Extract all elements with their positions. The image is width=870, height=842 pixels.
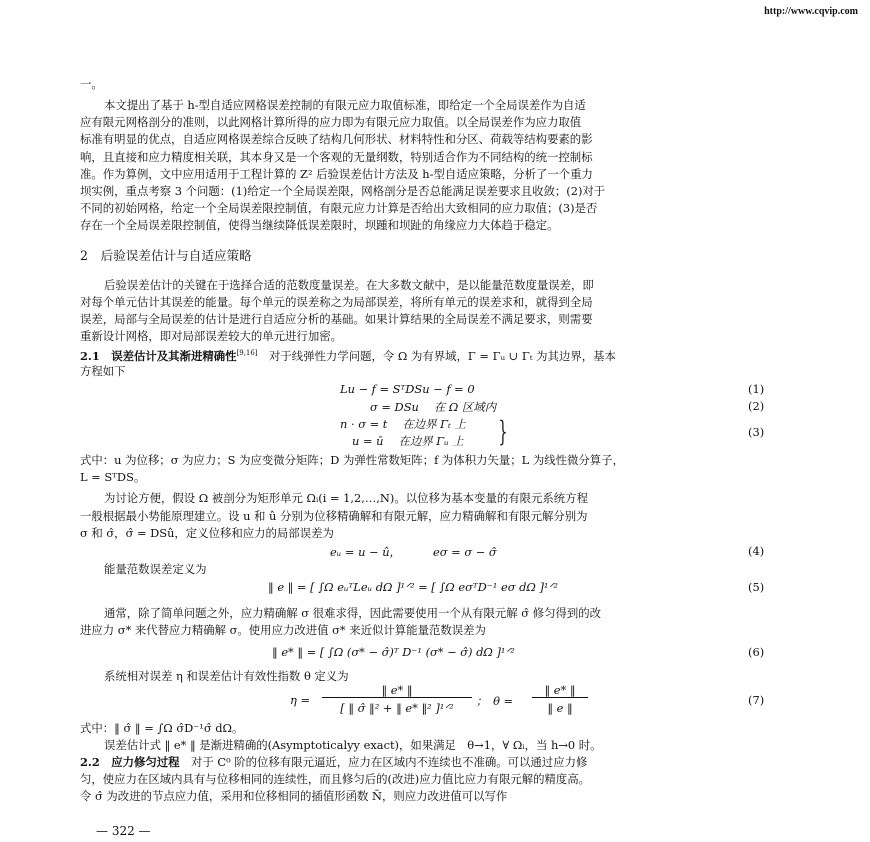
equation-number: (4) <box>748 544 765 558</box>
subsection-2-2-line <box>80 754 792 770</box>
text-line: 准。作为算例，文中应用适用于工程计算的 Z² 后验误差估计方法及 h-型自适应策略，分析了一个重力 <box>80 167 593 181</box>
text-line: 后验误差估计的关键在于选择合适的范数度量误差。在大多数文献中，是以能量范数度量误差，即 <box>104 278 594 292</box>
subsection-title: 2.2 应力修匀过程 <box>80 755 180 769</box>
text-line: 应有限元网格剖分的准则，以此网格计算所得的应力即为有限元应力取值。以全局误差作为应力取值 <box>80 115 582 129</box>
fraction-denominator: ‖ e ‖ <box>547 701 573 715</box>
equation-7-eta: η = <box>290 693 310 707</box>
text-line: 式中：‖ σ̂ ‖ = ∫Ω σ̂D⁻¹σ̂ dΩ。 <box>80 721 244 735</box>
section-title: 2 后验误差估计与自适应策略 <box>80 248 252 263</box>
text-line: 能量范数误差定义为 <box>104 562 207 576</box>
text-line: 为讨论方便，假设 Ω 被剖分为矩形单元 Ωᵢ(i = 1,2,…,N)。以位移为基本变量的有限元系统方程 <box>104 491 588 505</box>
equation-3b: u = ū 在边界 Γᵤ 上 <box>352 434 464 448</box>
text-line: 系统相对误差 η 和误差估计有效性指数 θ 定义为 <box>104 669 349 683</box>
text-segment: 对于线弹性力学问题，令 Ω 为有界域，Γ = Γᵤ ∪ Γₜ 为其边界，基本 <box>257 348 616 363</box>
citation-ref: [9,16] <box>236 349 258 357</box>
equation-4: eᵤ = u − û， eσ = σ − σ̂ <box>330 545 497 559</box>
text-line: 本文提出了基于 h-型自适应网格误差控制的有限元应力取值标准，即给定一个全局误差作为自适 <box>104 98 586 112</box>
equation-number: (3) <box>748 425 765 439</box>
text-line: 匀，使应力在区域内具有与位移相同的连续性，而且修匀后的(改进)应力值比应力有限元解的精度高。 <box>80 772 591 786</box>
text-line: L = SᵀDS。 <box>80 470 146 484</box>
text-line: 误差，局部与全局误差的估计是进行自适应分析的基础。如果计算结果的全局误差不满足要求，则需要 <box>80 312 593 326</box>
text-line: 进应力 σ* 来代替应力精确解 σ。使用应力改进值 σ* 来近似计算能量范数误差为 <box>80 623 486 637</box>
fraction-numerator: ‖ e* ‖ <box>322 683 472 698</box>
right-brace-icon: } <box>498 415 508 448</box>
text-line: 一。 <box>80 77 103 91</box>
text-line: 方程如下 <box>80 364 126 378</box>
equation-number: (1) <box>748 382 765 396</box>
text-line: σ 和 σ̂，σ̂ = DSû，定义位移和应力的局部误差为 <box>80 526 334 540</box>
equation-number: (6) <box>748 645 765 659</box>
text-line: 标准有明显的优点，自适应网格误差综合反映了结构几何形状、材料特性和分区、荷载等结构要素的影 <box>80 132 593 146</box>
text-line: 响，且直接和应力精度相关联，其本身又是一个客观的无量纲数，特别适合作为不同结构的统一控制标 <box>80 150 593 164</box>
equation-number: (7) <box>748 693 765 707</box>
fraction-denominator: [ ‖ σ̂ ‖² + ‖ e* ‖² ]¹ᐟ² <box>340 701 454 715</box>
text-line: 重新设计网格，即对局部误差较大的单元进行加密。 <box>80 329 342 343</box>
equation-5: ‖ e ‖ = [ ∫Ω eᵤᵀLeᵤ dΩ ]¹ᐟ² = [ ∫Ω eσᵀD⁻¹ eσ dΩ ]¹ᐟ² <box>268 580 558 594</box>
fraction-numerator: ‖ e* ‖ <box>532 683 588 698</box>
equation-number: (5) <box>748 580 765 594</box>
subsection-title: 2.1 误差估计及其渐进精确性 <box>80 348 237 363</box>
text-line: 一般根据最小势能原理建立。设 u 和 û 分别为位移精确解和有限元解，应力精确解和有限元解分别为 <box>80 509 588 523</box>
text-line: 坝实例，重点考察 3 个问题：(1)给定一个全局误差限，网格剖分是否总能满足误差要求且收敛；(2)对于 <box>80 184 606 198</box>
equation-2: σ = DSu 在 Ω 区域内 <box>370 400 497 414</box>
subsection-2-1-line <box>80 345 792 364</box>
text-segment: 对于 C⁰ 阶的位移有限元逼近，应力在区域内不连续也不准确。可以通过应力修 <box>179 755 588 769</box>
text-line: 令 σ̂ 为改进的节点应力值，采用和位移相同的插值形函数 N̄，则应力改进值可以写作 <box>80 789 508 803</box>
equation-7-theta: ； θ = <box>476 694 514 708</box>
page-number: — 322 — <box>96 824 151 838</box>
text-line: 误差估计式 ‖ e* ‖ 是渐进精确的(Asymptoticalyy exact)，如果满足 θ→1，∀ Ωᵢ，当 h→0 时。 <box>104 738 602 752</box>
text-line: 式中：u 为位移；σ 为应力；S 为应变微分矩阵；D 为弹性常数矩阵；f 为体积力矢量；L 为线性微分算子， <box>80 453 624 467</box>
equation-number: (2) <box>748 399 765 413</box>
equation-3a: n · σ = t 在边界 Γₜ 上 <box>340 417 466 431</box>
text-line: 对每个单元估计其误差的能量。每个单元的误差称之为局部误差，将所有单元的误差求和，就得到全局 <box>80 295 593 309</box>
text-line: 通常，除了简单问题之外，应力精确解 σ 很难求得，因此需要使用一个从有限元解 σ̂ 修匀得到的改 <box>104 606 602 620</box>
source-url[interactable]: http://www.cqvip.com <box>764 6 858 17</box>
text-line: 存在一个全局误差限控制值，使得当继续降低误差限时，坝踵和坝趾的角缘应力大体趋于稳定。 <box>80 218 559 232</box>
text-line: 不同的初始网格，给定一个全局误差限控制值，有限元应力计算是否给出大致相同的应力取值；(3)是否 <box>80 201 598 215</box>
equation-1: Lu − f = SᵀDSu − f = 0 <box>340 382 475 396</box>
equation-6: ‖ e* ‖ = [ ∫Ω (σ* − σ̂)ᵀ D⁻¹ (σ* − σ̂) dΩ ]¹ᐟ² <box>272 645 515 659</box>
